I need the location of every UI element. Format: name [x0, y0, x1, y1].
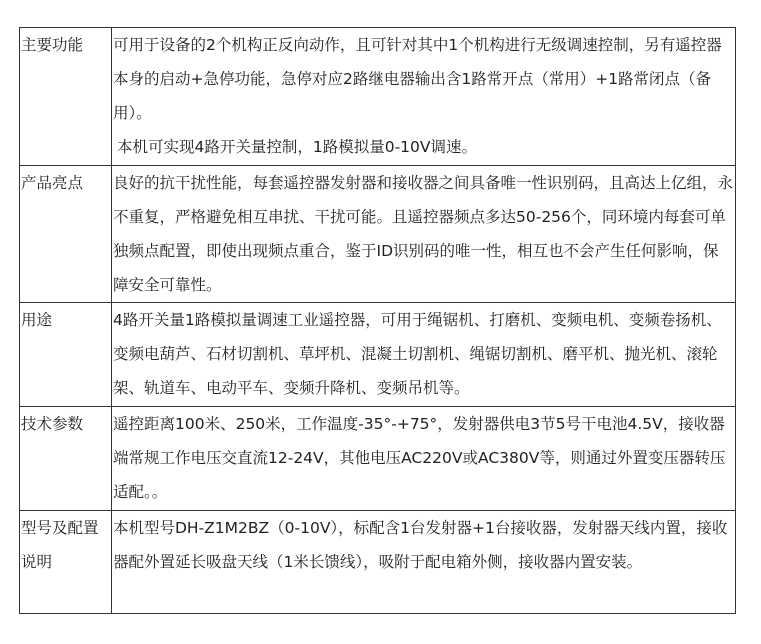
row-paragraph: 良好的抗干扰性能，每套遥控器发射器和接收器之间具备唯一性识别码，且高达上亿组，永不重复，严格避免相互串扰、干扰可能。且遥控器频点多达50-256个，同环境内每套可单独频点配置，即使出现频点重合，鉴于ID识别码的唯一性，相互也不会产生任何影响，保障安全可靠性。 [113, 174, 734, 294]
table-row-uses [20, 303, 736, 407]
row-label: 用途 [20, 303, 112, 407]
table-row-highlights [20, 166, 736, 303]
row-paragraph: 可用于设备的2个机构正反向动作，且可针对其中1个机构进行无级调速控制，另有遥控器本身的启动+急停功能，急停对应2路继电器输出含1路常开点（常用）+1路常闭点（备用）。 [113, 36, 722, 122]
row-paragraph: 本机可实现4路开关量控制，1路模拟量0-10V调速。 [117, 138, 478, 156]
table-row-model-config [20, 511, 736, 614]
spec-table [19, 27, 736, 614]
row-content [112, 407, 736, 511]
row-paragraph: 遥控距离100米、250米，工作温度-35°-+75°，发射器供电3节5号干电池4.5V，接收器端常规工作电压交直流12-24V，其他电压AC220V或AC380V等，则通过外置变压器转压适配。。 [113, 415, 726, 501]
row-content [112, 511, 736, 614]
row-paragraph: 4路开关量1路模拟量调速工业遥控器，可用于绳锯机、打磨机、变频电机、变频卷扬机、变频电葫芦、石材切割机、草坪机、混凝土切割机、绳锯切割机、磨平机、抛光机、滚轮架、轨道车、电动平车、变频升降机、变频吊机等。 [113, 311, 722, 397]
row-paragraph: 本机型号DH-Z1M2BZ（0-10V），标配含1台发射器+1台接收器，发射器天线内置，接收器配外置延长吸盘天线（1米长馈线），吸附于配电箱外侧，接收器内置安装。 [113, 519, 728, 571]
row-content [112, 166, 736, 303]
table-row-main-functions [20, 28, 736, 166]
row-label: 产品亮点 [20, 166, 112, 303]
row-label: 型号及配置说明 [20, 511, 112, 614]
row-label: 技术参数 [20, 407, 112, 511]
row-label: 主要功能 [20, 28, 112, 166]
row-content [112, 28, 736, 166]
table-row-tech-params [20, 407, 736, 511]
row-content [112, 303, 736, 407]
